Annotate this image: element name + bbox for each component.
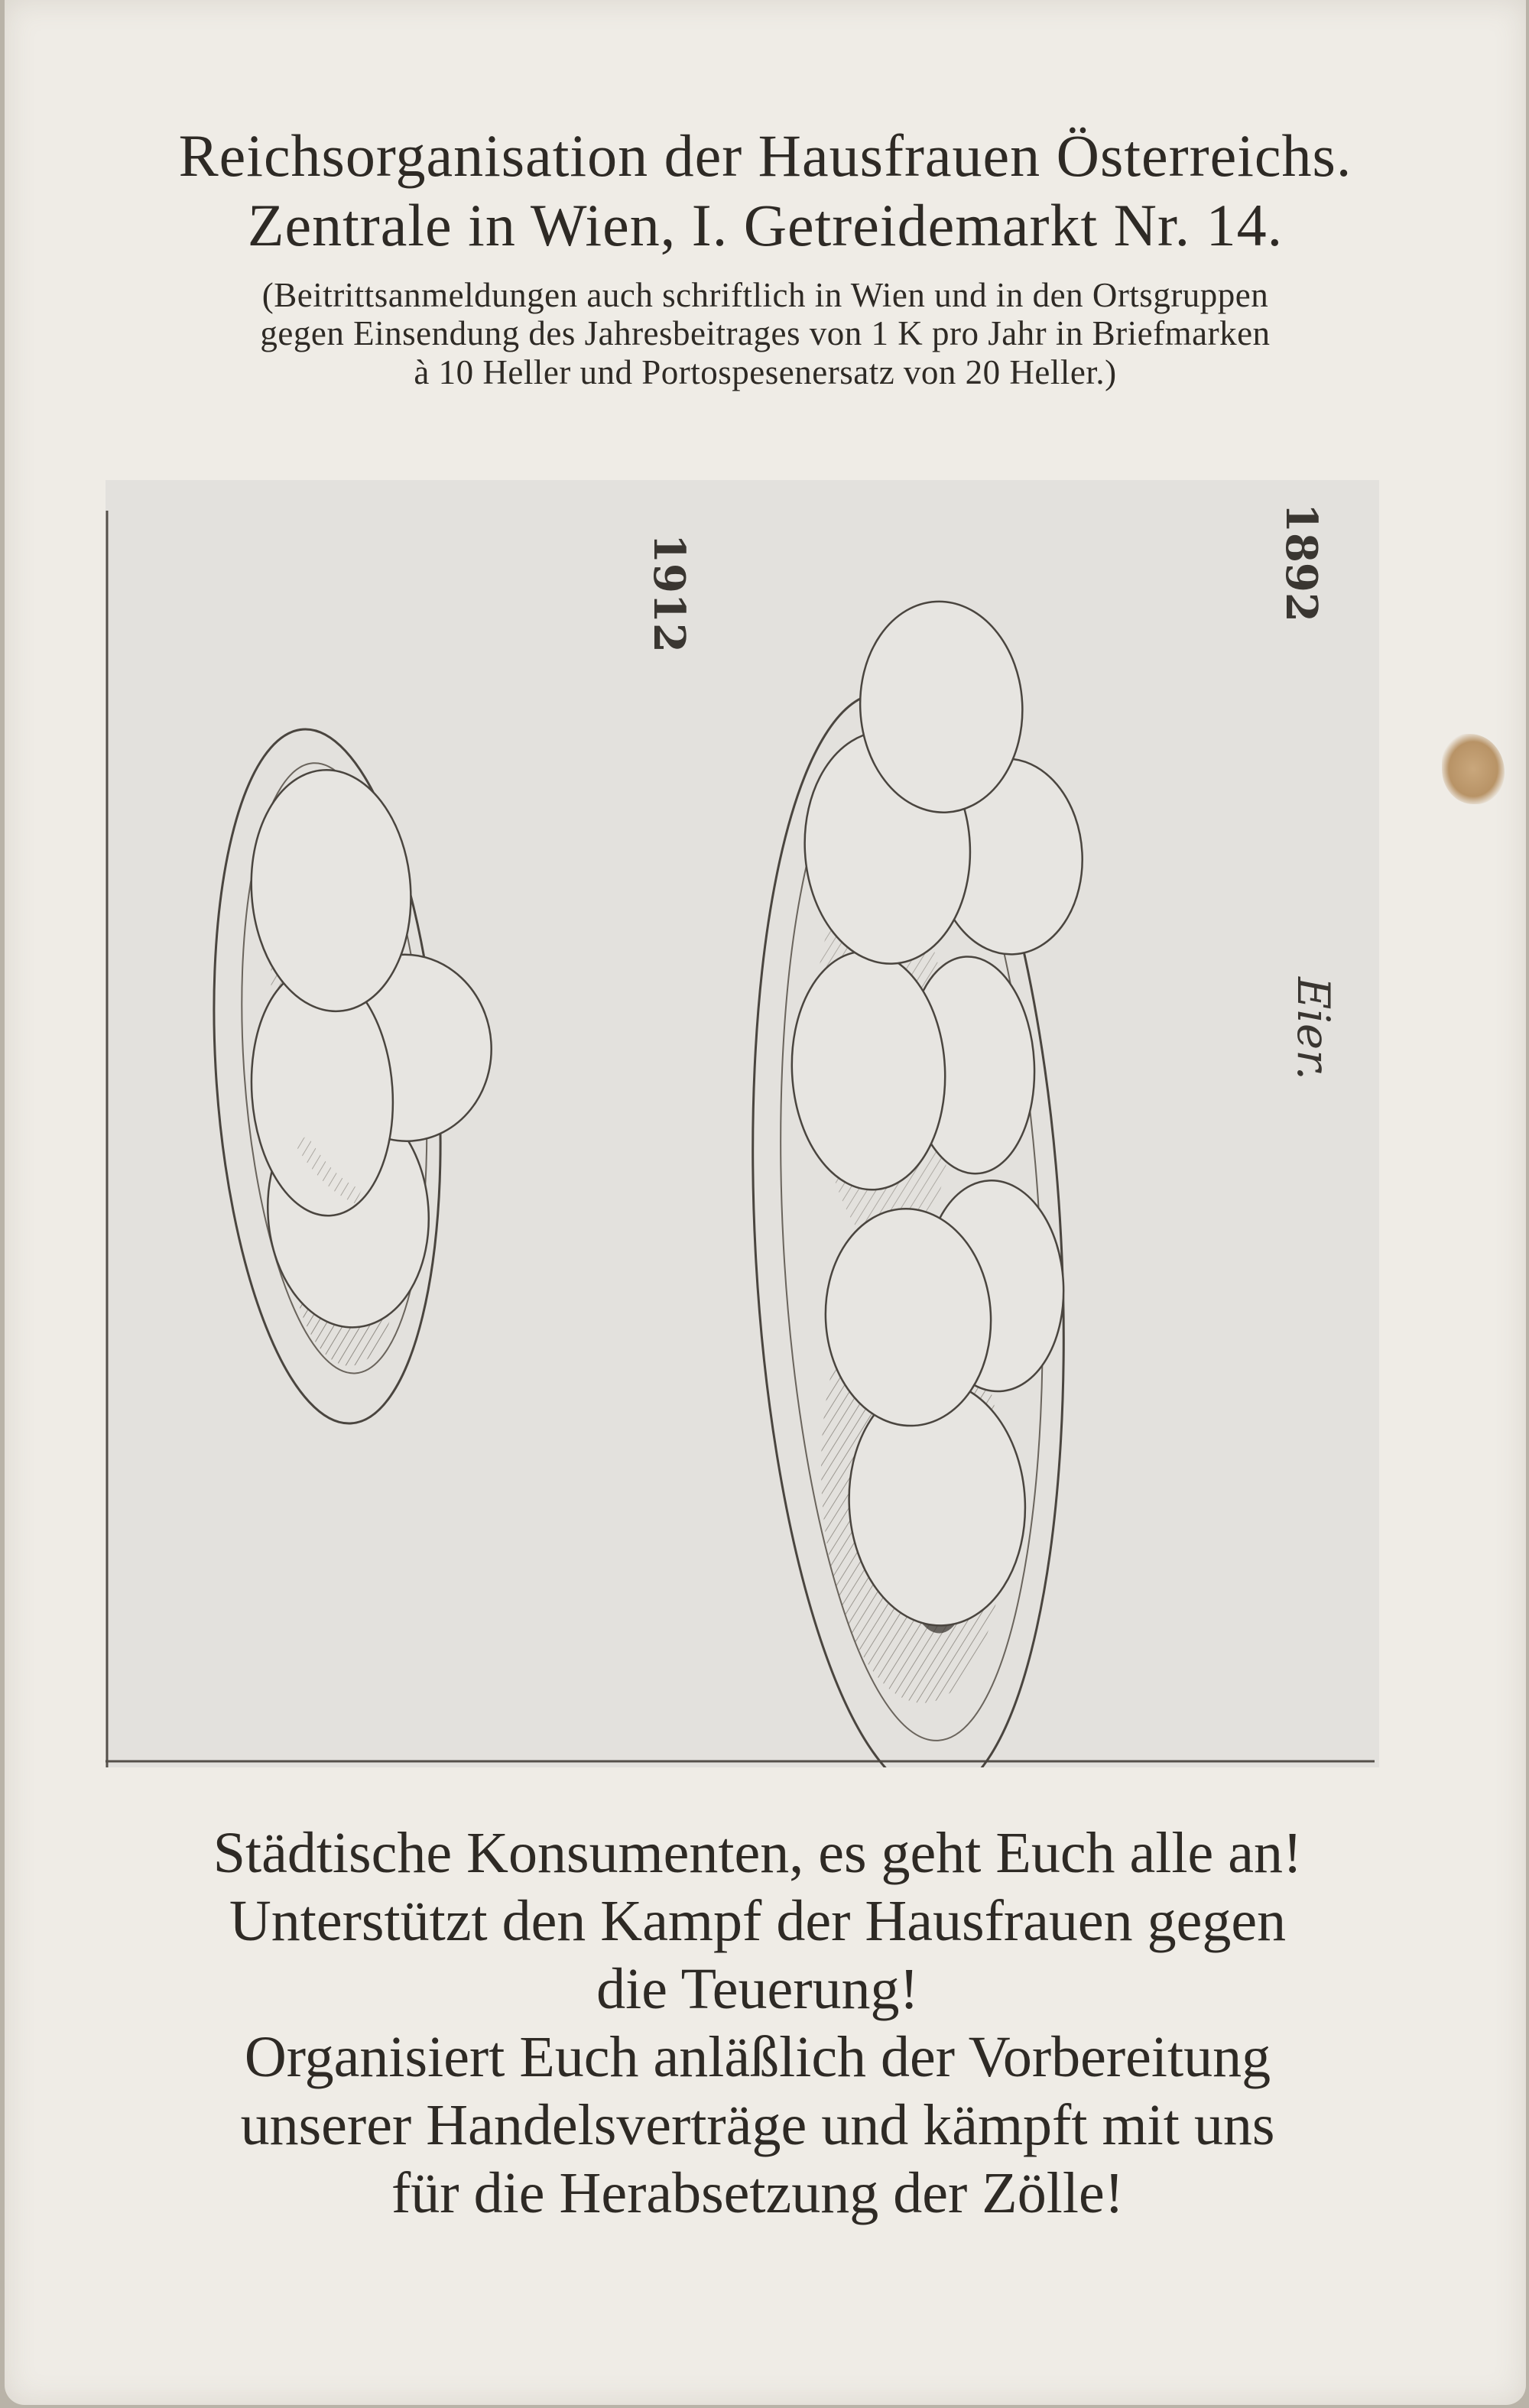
year-label-1892: 1892	[1276, 503, 1326, 622]
appeal-line: für die Herabsetzung der Zölle!	[391, 2160, 1124, 2225]
dish-1912	[193, 718, 518, 1431]
note-line: (Beitrittsanmeldungen auch schriftlich in Wien und in den Ortsgruppen	[261, 275, 1269, 314]
year-label-1912: 1912	[644, 534, 694, 653]
appeal-line: Städtische Konsumenten, es geht Euch alle an!	[213, 1821, 1303, 1885]
appeal-text	[96, 1819, 1419, 2227]
membership-note	[5, 276, 1526, 391]
appeal-line: die Teuerung!	[596, 1956, 919, 2021]
note-line: gegen Einsendung des Jahresbeitrages von 1 K pro Jahr in Briefmarken	[260, 314, 1271, 353]
dish-1892	[722, 595, 1131, 1767]
appeal-line: Organisiert Euch anläßlich der Vorbereitung	[244, 2024, 1271, 2089]
postcard	[5, 0, 1526, 2405]
header	[5, 122, 1526, 391]
note-line: à 10 Heller und Portospesenersatz von 20 Heller.)	[414, 352, 1117, 391]
eggs-label: Eier.	[1287, 977, 1339, 1081]
organisation-address: Zentrale in Wien, I. Getreidemarkt Nr. 14.	[247, 192, 1284, 259]
paper-stain	[1442, 734, 1505, 804]
appeal-line: unserer Handelsverträge und kämpft mit uns	[240, 2092, 1275, 2157]
egg-dishes-drawing	[106, 480, 1379, 1767]
egg-illustration	[106, 480, 1379, 1767]
appeal-line: Unterstützt den Kampf der Hausfrauen gegen	[229, 1888, 1287, 1953]
organisation-title: Reichsorganisation der Hausfrauen Österreichs.	[178, 122, 1352, 189]
